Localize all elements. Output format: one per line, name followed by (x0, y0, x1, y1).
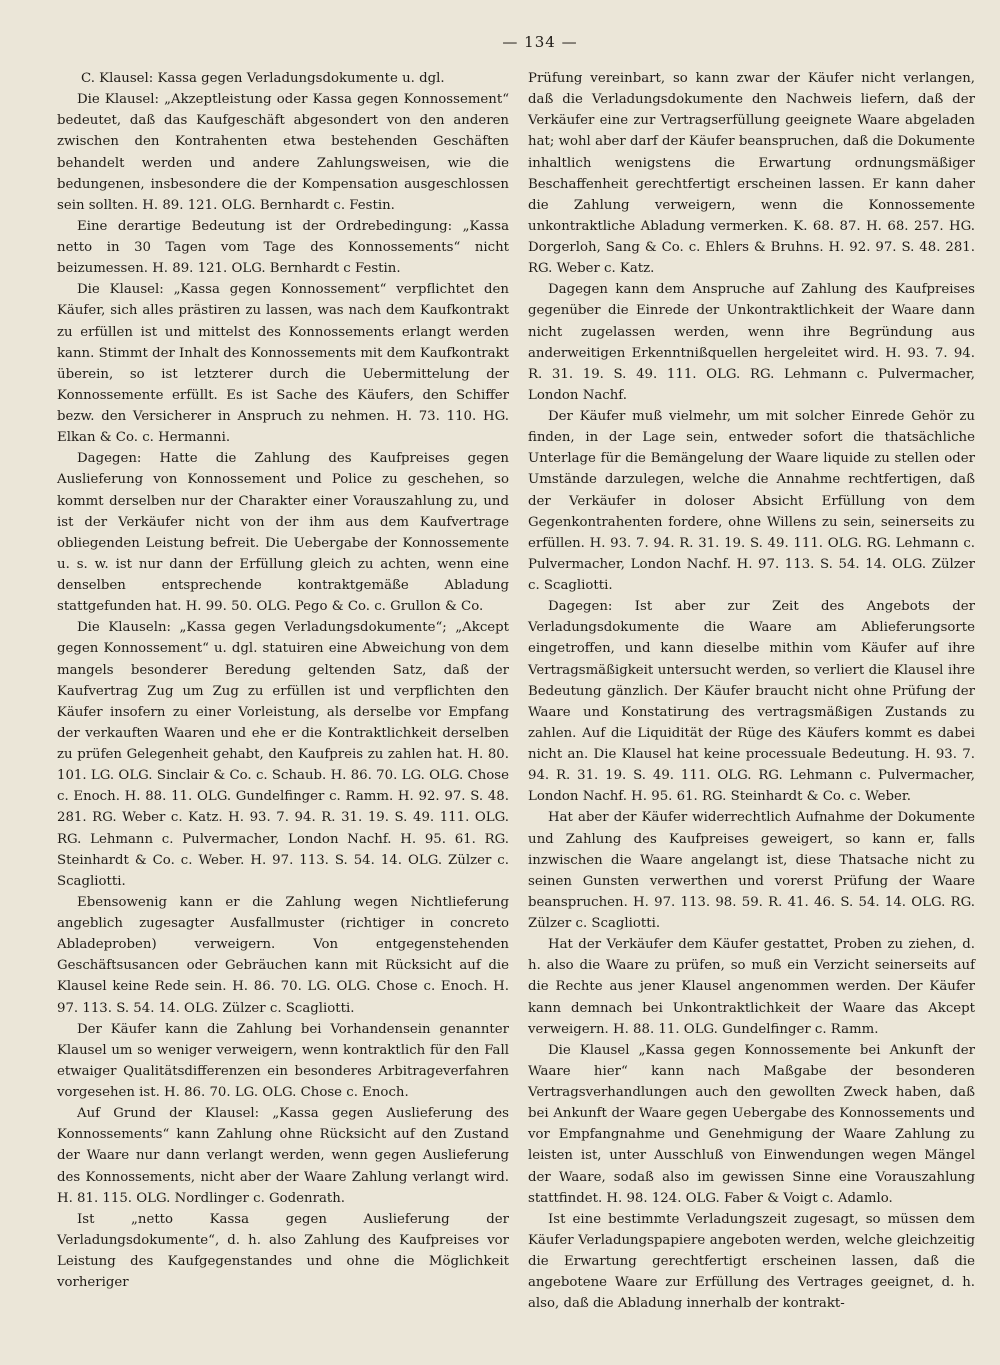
paragraph: Ebensowenig kann er die Zahlung wegen Nichtlieferung angeblich zugesagter Ausfallmuster (richtiger in concreto Abladeproben) verweigern. Von entgegenstehenden Geschäftsusancen oder Gebräuchen kann mit Rücksicht auf die Klausel keine Rede sein. H. 86. 70. LG. OLG. Chose c. Enoch. H. 97. 113. S. 54. 14. OLG. Zülzer c. Scagliotti. (57, 894, 509, 1016)
paragraph: Die Klausel: „Akzeptleistung oder Kassa gegen Konnossement“ bedeutet, daß das Kaufgeschäft abgesondert von den anderen zwischen den Kontrahenten etwa bestehenden Geschäften behandelt werden und andere Zahlungsweisen, wie die bedungenen, insbesondere die der Kompensation ausgeschlossen sein sollten. H. 89. 121. OLG. Bernhardt c. Festin. (57, 92, 509, 213)
paragraph: Dagegen kann dem Anspruche auf Zahlung des Kaufpreises gegenüber die Einrede der Unkontraktlichkeit der Waare dann nicht zugelassen werden, wenn ihre Begründung aus anderweitigen Erkenntnißquellen hergeleitet wird. H. 93. 7. 94. R. 31. 19. S. 49. 111. OLG. RG. Lehmann c. Pulvermacher, London Nachf. (528, 282, 975, 403)
paragraph: Dagegen: Hatte die Zahlung des Kaufpreises gegen Auslieferung von Konnossement und Police zu geschehen, so kommt derselben nur der Charakter einer Vorauszahlung zu, und ist der Verkäufer nicht von der ihm aus dem Kaufvertrage obliegenden Leistung befreit. Die Uebergabe der Konnossemente u. s. w. ist nur dann der Erfüllung gleich zu achten, wenn eine denselben entsprechende kontraktgemäße Abladung stattgefunden hat. H. 99. 50. OLG. Pego & Co. c. Grullon & Co. (57, 451, 509, 615)
right-column (528, 68, 975, 1314)
page-number: — 134 — (502, 33, 578, 51)
paragraph: Dagegen: Ist aber zur Zeit des Angebots der Verladungsdokumente die Waare am Ablieferungsorte eingetroffen, und kann dieselbe mithin vom Käufer auf ihre Vertragsmäßigkeit untersucht werden, so verliert die Klausel ihre Bedeutung gänzlich. Der Käufer braucht nicht ohne Prüfung der Waare und Konstatirung des vertragsmäßigen Zustands zu zahlen. Auf die Liquidität der Rüge des Käufers kommt es dabei nicht an. Die Klausel hat keine processuale Bedeutung. H. 93. 7. 94. R. 31. 19. S. 49. 111. OLG. RG. Lehmann c. Pulvermacher, London Nachf. H. 95. 61. RG. Steinhardt & Co. c. Weber. (528, 599, 975, 805)
paragraph: Eine derartige Bedeutung ist der Ordrebedingung: „Kassa netto in 30 Tagen vom Tage des Konnossements“ nicht beizumessen. H. 89. 121. OLG. Bernhardt c Festin. (57, 218, 509, 277)
paragraph: Die Klauseln: „Kassa gegen Verladungsdokumente“; „Akcept gegen Konnossement“ u. dgl. statuiren eine Abweichung von dem mangels besonderer Beredung geltenden Satz, daß der Kaufvertrag Zug um Zug zu erfüllen ist und verpflichten den Käufer insofern zu einer Vorleistung, als derselbe vor Empfang der verkauften Waaren und ehe er die Kontraktlichkeit derselben zu prüfen Gelegenheit gehabt, den Kaufpreis zu zahlen hat. H. 80. 101. LG. OLG. Sinclair & Co. c. Schaub. H. 86. 70. LG. OLG. Chose c. Enoch. H. 88. 11. OLG. Gundelfinger c. Ramm. H. 92. 97. S. 48. 281. RG. Weber c. Katz. H. 93. 7. 94. R. 31. 19. S. 49. 111. OLG. RG. Lehmann c. Pulvermacher, London Nachf. H. 95. 61. RG. Steinhardt & Co. c. Weber. H. 97. 113. S. 54. 14. OLG. Zülzer c. Scagliotti. (57, 620, 509, 889)
paragraph: Die Klausel: „Kassa gegen Konnossement“ verpflichtet den Käufer, sich alles prästiren zu lassen, was nach dem Kaufkontrakt zu erfüllen ist und mittelst des Konnossements erlangt werden kann. Stimmt der Inhalt des Konnossements mit dem Kaufkontrakt überein, so ist letzterer durch die Uebermittelung der Konnossemente erfüllt. Es ist Sache des Käufers, den Schiffer bezw. den Versicherer in Anspruch zu nehmen. H. 73. 110. HG. Elkan & Co. c. Hermanni. (57, 282, 509, 446)
section-heading: C. Klausel: Kassa gegen Verladungsdokumente u. dgl. (81, 71, 445, 86)
left-column (57, 68, 509, 1293)
paragraph: Auf Grund der Klausel: „Kassa gegen Auslieferung des Konnossements“ kann Zahlung ohne Rücksicht auf den Zustand der Waare nur dann verlangt werden, wenn gegen Auslieferung des Konnossements, nicht aber der Waare Zahlung verlangt wird. H. 81. 115. OLG. Nordlinger c. Godenrath. (57, 1106, 509, 1206)
paragraph-continued: Prüfung vereinbart, so kann zwar der Käufer nicht verlangen, daß die Verladungsdokumente den Nachweis liefern, daß der Verkäufer eine zur Vertragserfüllung geeignete Waare abgeladen hat; wohl aber darf der Käufer beanspruchen, daß die Dokumente inhaltlich wenigstens die Erwartung ordnungsmäßiger Beschaffenheit gerechtfertigt erscheinen lassen. Er kann daher die Zahlung verweigern, wenn die Konnossemente unkontraktliche Abladung vermerken. K. 68. 87. H. 68. 257. HG. Dorgerloh, Sang & Co. c. Ehlers & Bruhns. H. 92. 97. S. 48. 281. RG. Weber c. Katz. (528, 71, 975, 277)
paragraph: Die Klausel „Kassa gegen Konnossemente bei Ankunft der Waare hier“ kann nach Maßgabe der besonderen Vertragsverhandlungen auch den gewollten Zweck haben, daß bei Ankunft der Waare gegen Uebergabe des Konnossements und vor Empfangnahme und Genehmigung der Waare Zahlung zu leisten ist, unter Ausschluß von Einwendungen wegen Mängel der Waare, sodaß also im gewissen Sinne eine Vorauszahlung stattfindet. H. 98. 124. OLG. Faber & Voigt c. Adamlo. (528, 1042, 975, 1206)
paragraph: Der Käufer muß vielmehr, um mit solcher Einrede Gehör zu finden, in der Lage sein, entweder sofort die thatsächliche Unterlage für die Bemängelung der Waare liquide zu stellen oder Umstände darzulegen, welche die Annahme rechtfertigen, daß der Verkäufer in doloser Absicht Erfüllung von dem Gegenkontrahenten fordere, ohne Willens zu sein, seinerseits zu erfüllen. H. 93. 7. 94. R. 31. 19. S. 49. 111. OLG. RG. Lehmann c. Pulvermacher, London Nachf. H. 97. 113. S. 54. 14. OLG. Zülzer c. Scagliotti. (528, 409, 975, 593)
paragraph: Ist eine bestimmte Verladungszeit zugesagt, so müssen dem Käufer Verladungspapiere angeboten werden, welche gleichzeitig die Erwartung gerechtfertigt erscheinen lassen, daß die angebotene Waare zur Erfüllung des Vertrages geeignet, d. h. also, daß die Abladung innerhalb der kontrakt- (528, 1211, 975, 1312)
paragraph: Ist „netto Kassa gegen Auslieferung der Verladungsdokumente“, d. h. also Zahlung des Kaufpreises vor Leistung des Kaufgegenstandes und ohne die Möglichkeit vorheriger (57, 1211, 509, 1291)
paragraph: Hat aber der Käufer widerrechtlich Aufnahme der Dokumente und Zahlung des Kaufpreises geweigert, so kann er, falls inzwischen die Waare angelangt ist, diese Thatsache nicht zu seinen Gunsten verwerthen und vorerst Prüfung der Waare beanspruchen. H. 97. 113. 98. 59. R. 41. 46. S. 54. 14. OLG. RG. Zülzer c. Scagliotti. (528, 810, 975, 931)
paragraph: Der Käufer kann die Zahlung bei Vorhandensein genannter Klausel um so weniger verweigern, wenn kontraktlich für den Fall etwaiger Qualitätsdifferenzen ein besonderes Arbitrageverfahren vorgesehen ist. H. 86. 70. LG. OLG. Chose c. Enoch. (57, 1021, 509, 1100)
paragraph: Hat der Verkäufer dem Käufer gestattet, Proben zu ziehen, d. h. also die Waare zu prüfen, so muß ein Verzicht seinerseits auf die Rechte aus jener Klausel angenommen werden. Der Käufer kann demnach bei Unkontraktlichkeit der Waare das Akcept verweigern. H. 88. 11. OLG. Gundelfinger c. Ramm. (528, 937, 975, 1037)
